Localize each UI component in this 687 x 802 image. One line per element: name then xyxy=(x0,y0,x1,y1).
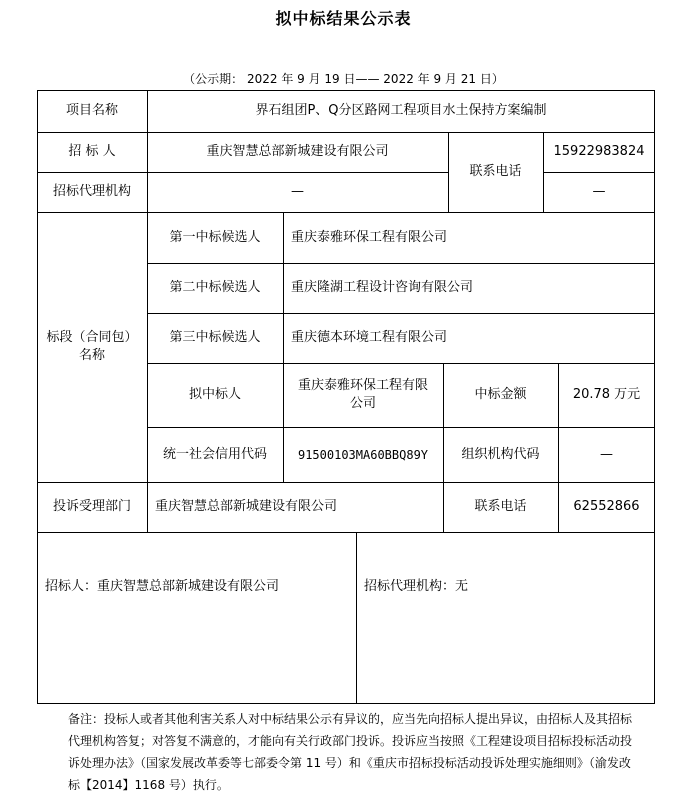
org-code-label: 组织机构代码 xyxy=(461,446,540,462)
winner-value: 重庆泰雅环保工程有限公司 xyxy=(297,378,428,411)
amount-value: 20.78 万元 xyxy=(572,387,641,402)
project-name-value: 界石组团P、Q分区路网工程项目水土保持方案编制 xyxy=(255,103,547,118)
signature-tenderer: 招标人：重庆智慧总部新城建设有限公司 xyxy=(45,579,280,594)
winner-label: 拟中标人 xyxy=(188,387,241,402)
complaint-phone-value: 62552866 xyxy=(573,499,640,514)
credit-code-label: 统一社会信用代码 xyxy=(162,446,267,462)
contact-phone-label: 联系电话 xyxy=(469,164,522,179)
project-name-label: 项目名称 xyxy=(65,103,118,118)
tenderer-label: 招 标 人 xyxy=(68,144,116,159)
complaint-label: 投诉受理部门 xyxy=(52,499,131,514)
candidate1-label: 第一中标候选人 xyxy=(169,229,261,245)
amount-label: 中标金额 xyxy=(474,387,527,402)
tenderer-value: 重庆智慧总部新城建设有限公司 xyxy=(206,144,389,159)
section-label: 标段（合同包）名称 xyxy=(46,330,138,363)
credit-code-value: 91500103MA60BBQ89Y xyxy=(297,447,429,462)
footnote: 备注：投标人或者其他利害关系人对中标结果公示有异议的，应当先向招标人提出异议，由招标人及其招标代理机构答复；对答复不满意的，才能向有关行政部门投诉。投诉应当按照《工程建设项目招标投标活动投诉处理办法》（国家发展改革委等七部委令第 11 号）和《重庆市招标投标活动投诉处理实施细则》（渝发改标【2014】1168 号）执行。 xyxy=(68,712,633,792)
contact-phone-value: 15922983824 xyxy=(553,144,645,159)
complaint-value: 重庆智慧总部新城建设有限公司 xyxy=(155,499,338,514)
org-code-value: — xyxy=(600,446,613,462)
agency-phone-value: — xyxy=(592,184,606,199)
candidate2-value: 重庆隆湖工程设计咨询有限公司 xyxy=(291,280,474,295)
candidate3-value: 重庆德本环境工程有限公司 xyxy=(291,330,448,345)
signature-agency: 招标代理机构：无 xyxy=(364,579,469,594)
candidate1-value: 重庆泰雅环保工程有限公司 xyxy=(291,229,448,245)
agency-value: — xyxy=(291,184,304,199)
agency-label: 招标代理机构 xyxy=(52,184,131,199)
complaint-phone-label: 联系电话 xyxy=(474,499,527,514)
candidate2-label: 第二中标候选人 xyxy=(169,280,261,295)
page-title: 拟中标结果公示表 xyxy=(275,9,412,28)
candidate3-label: 第三中标候选人 xyxy=(169,330,261,345)
publicity-period: （公示期： 2022 年 9 月 19 日—— 2022 年 9 月 21 日） xyxy=(183,72,504,86)
